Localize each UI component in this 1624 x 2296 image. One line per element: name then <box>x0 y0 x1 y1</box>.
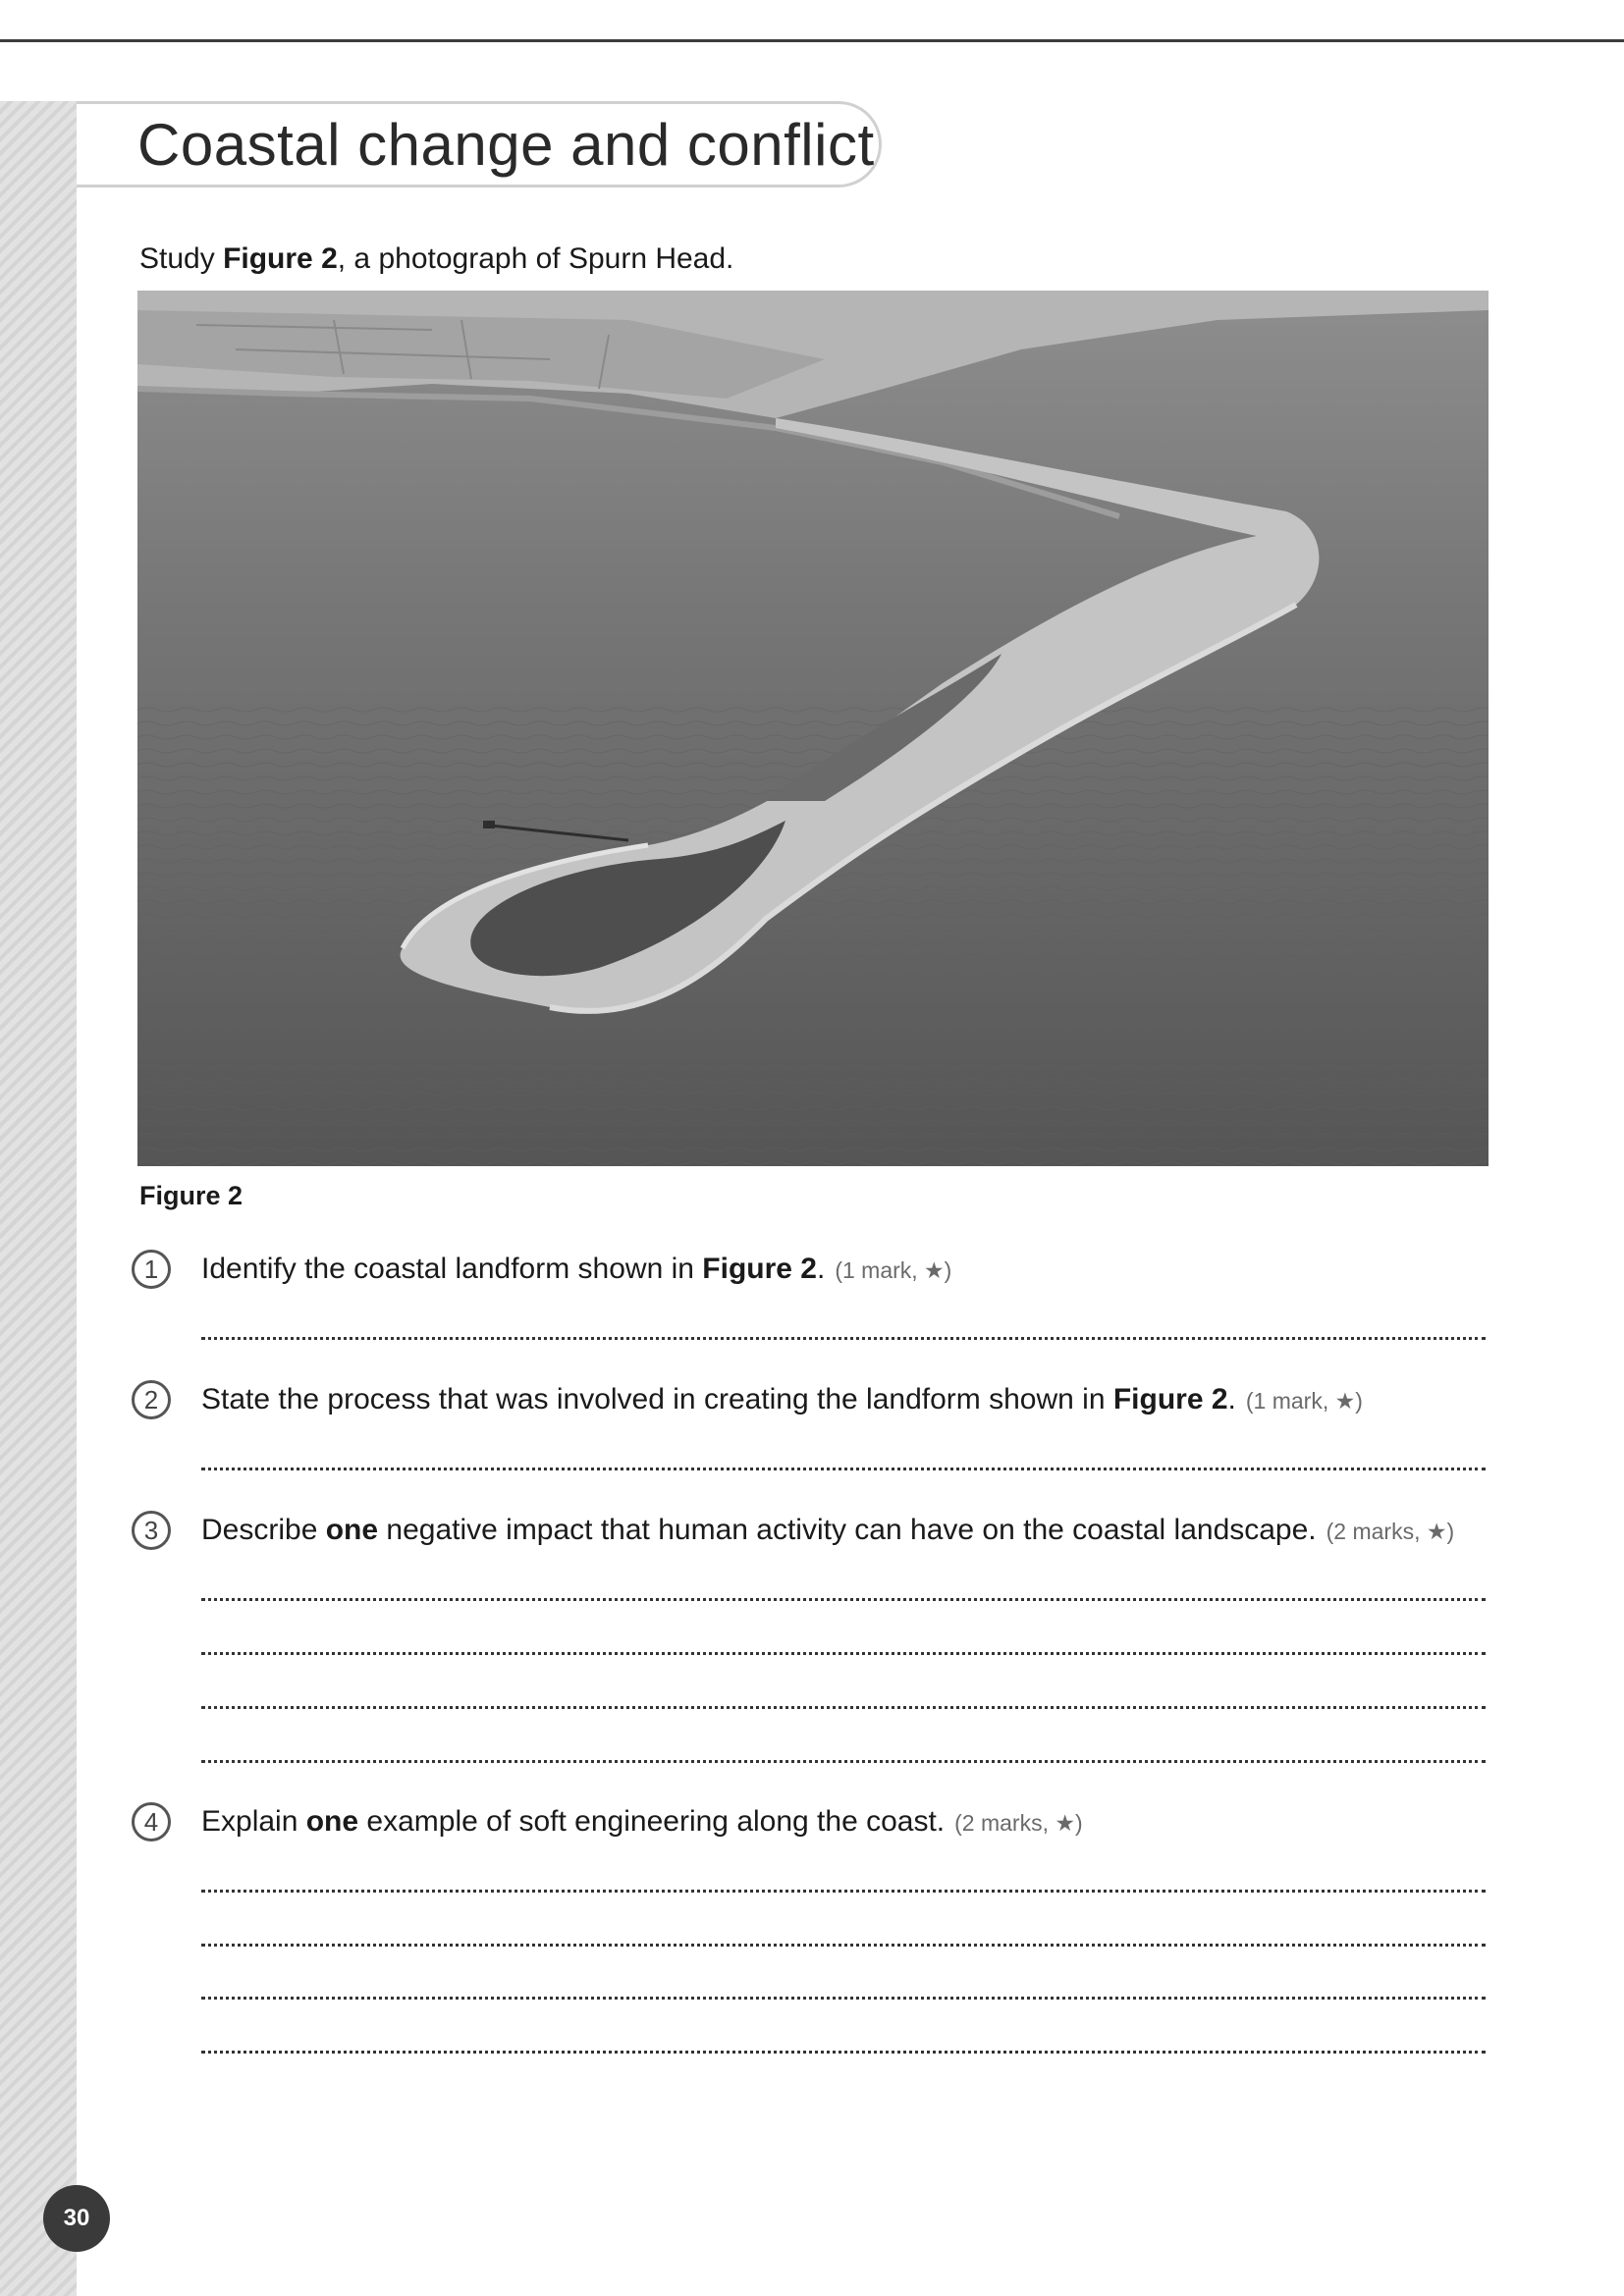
question-text <box>201 1380 1363 1420</box>
answer-line[interactable] <box>201 1890 1486 1893</box>
question-text-part: . <box>816 1253 826 1285</box>
answer-line[interactable] <box>201 1760 1486 1763</box>
question-number: 1 <box>132 1250 171 1289</box>
question-number: 4 <box>132 1802 171 1842</box>
side-strip <box>0 101 77 2296</box>
question-number: 2 <box>132 1380 171 1419</box>
intro-text <box>139 240 733 279</box>
question-text-part: example of soft engineering along the coast. <box>358 1805 946 1838</box>
question-text <box>201 1250 951 1290</box>
page-number-badge: 30 <box>43 2185 110 2252</box>
question-text-part: Describe <box>201 1514 326 1546</box>
question-text-part: State the process that was involved in creating the landform shown in <box>201 1383 1113 1415</box>
answer-line[interactable] <box>201 1337 1486 1340</box>
question-emphasis: Figure 2 <box>702 1253 817 1285</box>
question-text <box>201 1802 1083 1842</box>
answer-line[interactable] <box>201 1598 1486 1601</box>
question-marks: (2 marks, ★) <box>954 1810 1083 1836</box>
question-text-part: Explain <box>201 1805 306 1838</box>
spurn-head-photograph <box>137 291 1489 1166</box>
question-emphasis: one <box>325 1514 379 1546</box>
question-emphasis: one <box>305 1805 359 1838</box>
question-marks: (1 mark, ★) <box>1245 1388 1363 1414</box>
question-text-part: . <box>1227 1383 1236 1415</box>
question-marks: (1 mark, ★) <box>835 1257 952 1283</box>
page-title: Coastal change and conflict <box>137 112 875 178</box>
question-text-part: negative impact that human activity can have on the coastal landscape. <box>378 1514 1317 1546</box>
answer-line[interactable] <box>201 2051 1486 2054</box>
answer-line[interactable] <box>201 1468 1486 1470</box>
answer-line[interactable] <box>201 1944 1486 1947</box>
answer-line[interactable] <box>201 1997 1486 2000</box>
answer-line[interactable] <box>201 1652 1486 1655</box>
top-rule <box>0 39 1624 42</box>
intro-suffix: , a photograph of Spurn Head. <box>337 242 734 275</box>
question-number: 3 <box>132 1511 171 1550</box>
answer-line[interactable] <box>201 1706 1486 1709</box>
figure-caption: Figure 2 <box>139 1181 244 1210</box>
intro-figure-ref: Figure 2 <box>223 242 338 275</box>
question-marks: (2 marks, ★) <box>1326 1519 1455 1544</box>
intro-prefix: Study <box>139 242 224 275</box>
question-text <box>201 1511 1454 1551</box>
question-emphasis: Figure 2 <box>1112 1383 1228 1415</box>
question-text-part: Identify the coastal landform shown in <box>201 1253 703 1285</box>
